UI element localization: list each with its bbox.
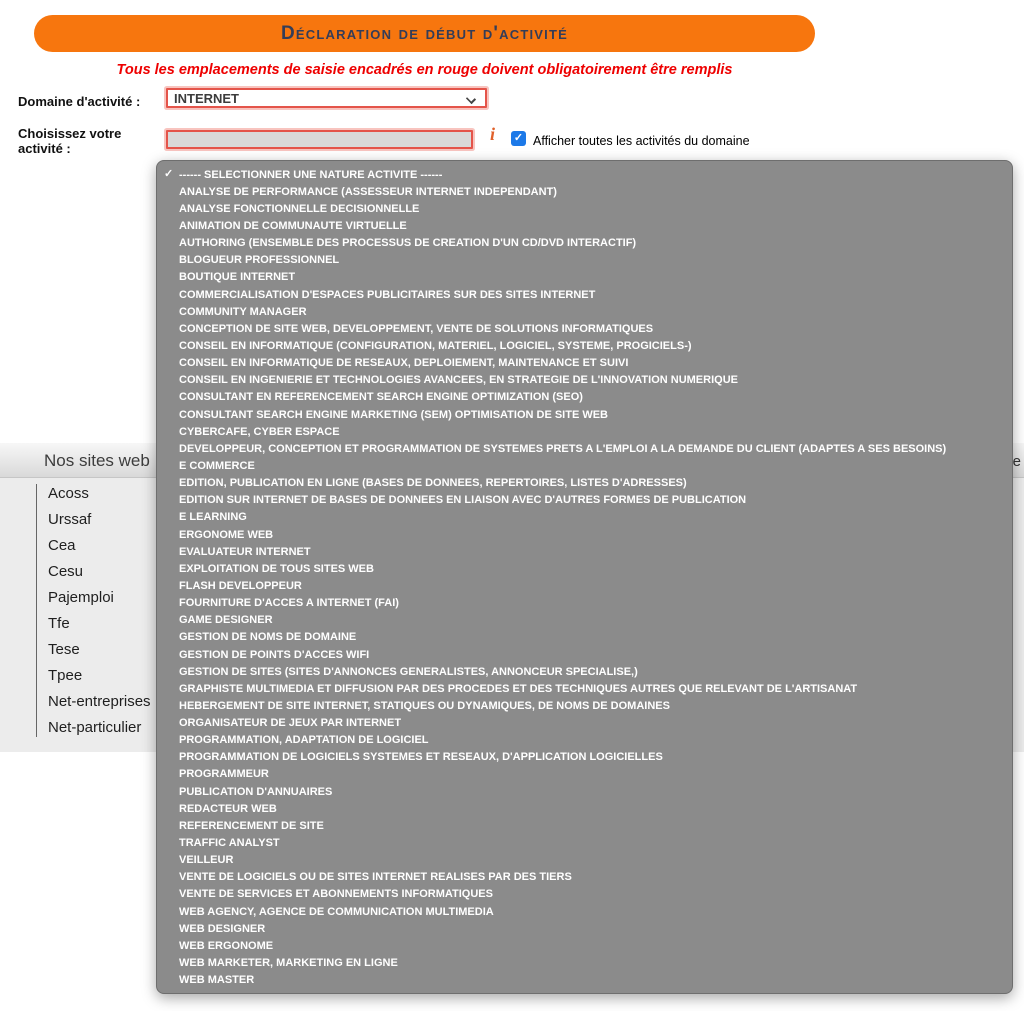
activity-dropdown-panel bbox=[156, 160, 1013, 994]
dropdown-option[interactable] bbox=[157, 389, 1012, 406]
dropdown-option-label: GESTION DE NOMS DE DOMAINE bbox=[179, 631, 357, 644]
dropdown-option[interactable] bbox=[157, 183, 1012, 200]
page-title: Déclaration de début d'activité bbox=[281, 22, 568, 44]
show-all-activities-label: Afficher toutes les activités du domaine bbox=[533, 134, 750, 148]
dropdown-option[interactable] bbox=[157, 749, 1012, 766]
checkmark-icon: ✓ bbox=[164, 168, 174, 180]
dropdown-option-label: CONCEPTION DE SITE WEB, DEVELOPPEMENT, VENTE DE SOLUTIONS INFORMATIQUES bbox=[179, 322, 654, 335]
dropdown-option[interactable] bbox=[157, 217, 1012, 234]
dropdown-option-label: VENTE DE SERVICES ET ABONNEMENTS INFORMATIQUES bbox=[179, 888, 493, 901]
dropdown-option-label: WEB MASTER bbox=[179, 974, 255, 987]
dropdown-option[interactable] bbox=[157, 920, 1012, 937]
dropdown-option[interactable] bbox=[157, 646, 1012, 663]
dropdown-option-label: VENTE DE LOGICIELS OU DE SITES INTERNET REALISES PAR DES TIERS bbox=[179, 871, 572, 884]
dropdown-option-label: BLOGUEUR PROFESSIONNEL bbox=[179, 254, 340, 267]
dropdown-option-label: REDACTEUR WEB bbox=[179, 802, 277, 815]
dropdown-option-label: ANIMATION DE COMMUNAUTE VIRTUELLE bbox=[179, 219, 407, 232]
site-link[interactable]: Tfe bbox=[48, 615, 70, 632]
dropdown-option[interactable] bbox=[157, 423, 1012, 440]
dropdown-option-label: CONSEIL EN INFORMATIQUE (CONFIGURATION, MATERIEL, LOGICIEL, SYSTEME, PROGICIELS-) bbox=[179, 339, 692, 352]
dropdown-option-label: BOUTIQUE INTERNET bbox=[179, 271, 296, 284]
domain-label: Domaine d'activité : bbox=[18, 94, 141, 109]
dropdown-option[interactable] bbox=[157, 320, 1012, 337]
dropdown-option-label: GRAPHISTE MULTIMEDIA ET DIFFUSION PAR DES PROCEDES ET DES TECHNIQUES AUTRES QUE RELEVANT DE L'ARTISANAT bbox=[179, 682, 858, 695]
dropdown-option[interactable] bbox=[157, 869, 1012, 886]
dropdown-option[interactable] bbox=[157, 903, 1012, 920]
dropdown-option-label: WEB AGENCY, AGENCE DE COMMUNICATION MULTIMEDIA bbox=[179, 905, 494, 918]
page-title-banner bbox=[34, 15, 815, 52]
site-link[interactable]: Urssaf bbox=[48, 511, 92, 528]
dropdown-option-label: GESTION DE POINTS D'ACCES WIFI bbox=[179, 648, 370, 661]
dropdown-option-label: EDITION SUR INTERNET DE BASES DE DONNEES EN LIAISON AVEC D'AUTRES FORMES DE PUBLICATION bbox=[179, 494, 747, 507]
dropdown-option-label: ORGANISATEUR DE JEUX PAR INTERNET bbox=[179, 717, 402, 730]
dropdown-option-label: PUBLICATION D'ANNUAIRES bbox=[179, 785, 333, 798]
dropdown-option[interactable] bbox=[157, 337, 1012, 354]
dropdown-option[interactable] bbox=[157, 783, 1012, 800]
site-link[interactable]: Tese bbox=[48, 641, 80, 658]
dropdown-option[interactable] bbox=[157, 954, 1012, 971]
dropdown-option[interactable] bbox=[157, 715, 1012, 732]
dropdown-option-label: GAME DESIGNER bbox=[179, 614, 273, 627]
dropdown-option[interactable] bbox=[157, 886, 1012, 903]
dropdown-option[interactable] bbox=[157, 663, 1012, 680]
show-all-activities-checkbox[interactable] bbox=[511, 131, 526, 146]
dropdown-option[interactable] bbox=[157, 492, 1012, 509]
dropdown-option[interactable] bbox=[157, 457, 1012, 474]
dropdown-option-label: E COMMERCE bbox=[179, 459, 255, 472]
dropdown-option[interactable] bbox=[157, 577, 1012, 594]
dropdown-option-label: GESTION DE SITES (SITES D'ANNONCES GENERALISTES, ANNONCEUR SPECIALISE,) bbox=[179, 665, 638, 678]
dropdown-option[interactable] bbox=[157, 269, 1012, 286]
dropdown-option-label: WEB ERGONOME bbox=[179, 939, 274, 952]
domain-select-value: INTERNET bbox=[174, 90, 239, 106]
site-link[interactable]: Pajemploi bbox=[48, 589, 114, 606]
band-partial-text: e bbox=[1012, 453, 1021, 470]
dropdown-option[interactable] bbox=[157, 303, 1012, 320]
activity-input[interactable] bbox=[166, 130, 473, 149]
dropdown-option[interactable] bbox=[157, 732, 1012, 749]
sites-heading: Nos sites web bbox=[44, 451, 150, 470]
dropdown-option-label: FLASH DEVELOPPEUR bbox=[179, 579, 302, 592]
dropdown-option-label: CONSULTANT SEARCH ENGINE MARKETING (SEM) OPTIMISATION DE SITE WEB bbox=[179, 408, 608, 421]
sites-link-list bbox=[48, 481, 151, 741]
dropdown-option[interactable] bbox=[157, 937, 1012, 954]
dropdown-option-label: E LEARNING bbox=[179, 511, 247, 524]
dropdown-option[interactable] bbox=[157, 526, 1012, 543]
dropdown-option[interactable] bbox=[157, 286, 1012, 303]
dropdown-option-label: CYBERCAFE, CYBER ESPACE bbox=[179, 425, 340, 438]
site-link[interactable]: Cesu bbox=[48, 563, 84, 580]
dropdown-option-label: CONSEIL EN INGENIERIE ET TECHNOLOGIES AVANCEES, EN STRATEGIE DE L'INNOVATION NUMERIQUE bbox=[179, 374, 738, 387]
dropdown-option-label: PROGRAMMATION DE LOGICIELS SYSTEMES ET RESEAUX, D'APPLICATION LOGICIELLES bbox=[179, 751, 663, 764]
activity-label: Choisissez votre activité : bbox=[18, 126, 122, 156]
dropdown-option[interactable] bbox=[157, 817, 1012, 834]
domain-select[interactable] bbox=[166, 88, 487, 108]
dropdown-option[interactable] bbox=[157, 629, 1012, 646]
dropdown-option-label: HEBERGEMENT DE SITE INTERNET, STATIQUES OU DYNAMIQUES, DE NOMS DE DOMAINES bbox=[179, 699, 670, 712]
dropdown-option[interactable] bbox=[157, 800, 1012, 817]
dropdown-option[interactable] bbox=[157, 852, 1012, 869]
dropdown-option-label: ERGONOME WEB bbox=[179, 528, 274, 541]
dropdown-option[interactable] bbox=[157, 406, 1012, 423]
dropdown-option-label: ------ SELECTIONNER UNE NATURE ACTIVITE ------ bbox=[179, 168, 443, 181]
dropdown-option-label: CONSULTANT EN REFERENCEMENT SEARCH ENGINE OPTIMIZATION (SEO) bbox=[179, 391, 583, 404]
site-link[interactable]: Tpee bbox=[48, 667, 83, 684]
site-link[interactable]: Cea bbox=[48, 537, 76, 554]
site-link[interactable]: Net-particulier bbox=[48, 719, 142, 736]
dropdown-option-label: ANALYSE FONCTIONNELLE DECISIONNELLE bbox=[179, 202, 420, 215]
chevron-down-icon bbox=[466, 94, 476, 104]
dropdown-option[interactable] bbox=[157, 252, 1012, 269]
dropdown-option[interactable] bbox=[157, 766, 1012, 783]
dropdown-option-label: ANALYSE DE PERFORMANCE (ASSESSEUR INTERNET INDEPENDANT) bbox=[179, 185, 557, 198]
sites-divider bbox=[36, 484, 37, 737]
dropdown-option-label: EVALUATEUR INTERNET bbox=[179, 545, 311, 558]
dropdown-option[interactable] bbox=[157, 680, 1012, 697]
dropdown-option-label: TRAFFIC ANALYST bbox=[179, 837, 280, 850]
dropdown-option[interactable] bbox=[157, 235, 1012, 252]
checkbox-check-icon: ✓ bbox=[513, 132, 524, 144]
site-link[interactable]: Net-entreprises bbox=[48, 693, 151, 710]
dropdown-option[interactable] bbox=[157, 595, 1012, 612]
dropdown-option[interactable] bbox=[157, 200, 1012, 217]
site-link[interactable]: Acoss bbox=[48, 485, 89, 502]
dropdown-option[interactable] bbox=[157, 440, 1012, 457]
dropdown-option-label: EXPLOITATION DE TOUS SITES WEB bbox=[179, 562, 374, 575]
required-fields-notice: Tous les emplacements de saisie encadrés en rouge doivent obligatoirement être remplis bbox=[116, 62, 733, 78]
dropdown-option[interactable] bbox=[157, 560, 1012, 577]
dropdown-option[interactable] bbox=[157, 543, 1012, 560]
dropdown-option-label: PROGRAMMATION, ADAPTATION DE LOGICIEL bbox=[179, 734, 429, 747]
dropdown-option-label: REFERENCEMENT DE SITE bbox=[179, 819, 324, 832]
info-icon[interactable]: i bbox=[490, 124, 496, 144]
dropdown-option-label: DEVELOPPEUR, CONCEPTION ET PROGRAMMATION DE SYSTEMES PRETS A L'EMPLOI A LA DEMANDE DU CLIENT (ADAPTES A SES BESOINS) bbox=[179, 442, 947, 455]
dropdown-option-label: PROGRAMMEUR bbox=[179, 768, 269, 781]
dropdown-option-label: WEB DESIGNER bbox=[179, 922, 266, 935]
dropdown-option-label: VEILLEUR bbox=[179, 854, 234, 867]
dropdown-option[interactable] bbox=[157, 475, 1012, 492]
dropdown-option[interactable] bbox=[157, 834, 1012, 851]
dropdown-option-label: CONSEIL EN INFORMATIQUE DE RESEAUX, DEPLOIEMENT, MAINTENANCE ET SUIVI bbox=[179, 357, 629, 370]
dropdown-option[interactable] bbox=[157, 612, 1012, 629]
dropdown-option[interactable] bbox=[157, 697, 1012, 714]
dropdown-option[interactable] bbox=[157, 372, 1012, 389]
dropdown-option-label: EDITION, PUBLICATION EN LIGNE (BASES DE DONNEES, REPERTOIRES, LISTES D'ADRESSES) bbox=[179, 477, 687, 490]
dropdown-option-label: COMMUNITY MANAGER bbox=[179, 305, 307, 318]
dropdown-option-label: COMMERCIALISATION D'ESPACES PUBLICITAIRES SUR DES SITES INTERNET bbox=[179, 288, 596, 301]
dropdown-option[interactable] bbox=[157, 355, 1012, 372]
dropdown-option[interactable] bbox=[157, 166, 1012, 183]
dropdown-option[interactable] bbox=[157, 509, 1012, 526]
dropdown-option-label: FOURNITURE D'ACCES A INTERNET (FAI) bbox=[179, 597, 399, 610]
dropdown-option[interactable] bbox=[157, 972, 1012, 989]
dropdown-option-label: AUTHORING (ENSEMBLE DES PROCESSUS DE CREATION D'UN CD/DVD INTERACTIF) bbox=[179, 237, 637, 250]
dropdown-option-label: WEB MARKETER, MARKETING EN LIGNE bbox=[179, 957, 398, 970]
